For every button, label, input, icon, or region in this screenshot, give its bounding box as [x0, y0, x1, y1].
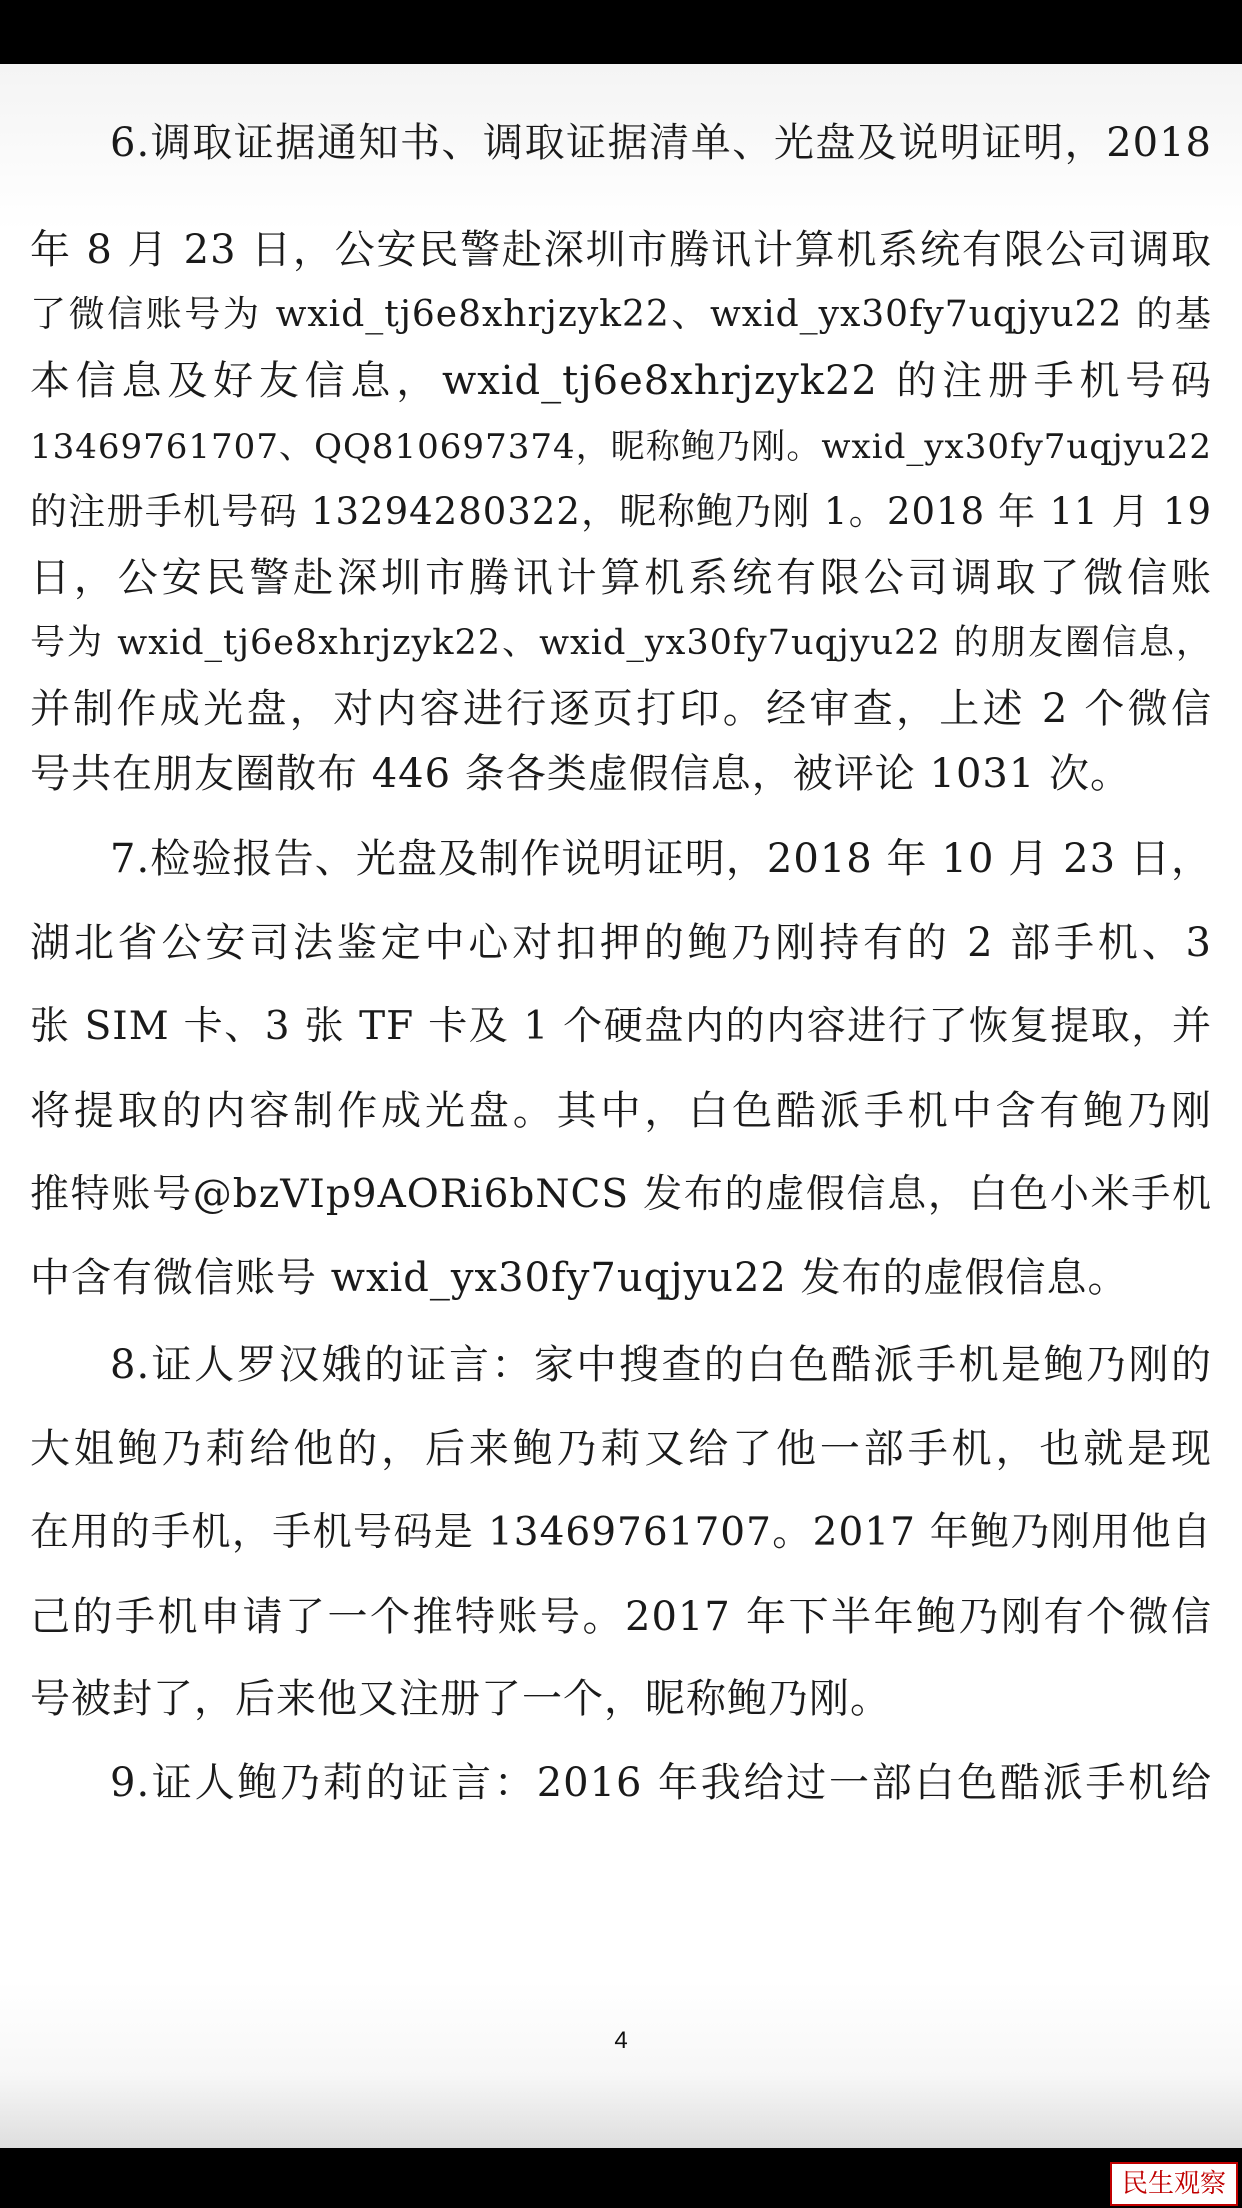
paragraph-8-line-2: 大姐鲍乃莉给他的，后来鲍乃莉又给了他一部手机，也就是现: [30, 1426, 1212, 1472]
paragraph-6-line-2: 年 8 月 23 日，公安民警赴深圳市腾讯计算机系统有限公司调取: [30, 227, 1212, 273]
paragraph-7-line-1: 7.检验报告、光盘及制作说明证明，2018 年 10 月 23 日，: [110, 836, 1212, 882]
paragraph-6-line-4: 本信息及好友信息，wxid_tj6e8xhrjzyk22 的注册手机号码: [30, 358, 1212, 404]
paragraph-8-line-4: 己的手机申请了一个推特账号。2017 年下半年鲍乃刚有个微信: [30, 1594, 1212, 1640]
page-number: 4: [614, 2027, 628, 2054]
paragraph-8-line-5: 号被封了，后来他又注册了一个，昵称鲍乃刚。: [30, 1676, 891, 1722]
paragraph-8-line-3: 在用的手机，手机号码是 13469761707。2017 年鲍乃刚用他自: [30, 1510, 1212, 1555]
page-bottom-shadow: [0, 2074, 1242, 2148]
bottom-black-bar: [0, 2148, 1242, 2208]
paragraph-9-line-1: 9.证人鲍乃莉的证言：2016 年我给过一部白色酷派手机给: [110, 1760, 1212, 1806]
paragraph-6-line-7: 日，公安民警赴深圳市腾讯计算机系统有限公司调取了微信账: [30, 555, 1212, 601]
paragraph-6-line-6: 的注册手机号码 13294280322，昵称鲍乃刚 1。2018 年 11 月 19: [30, 490, 1212, 533]
paragraph-6-line-5: 13469761707、QQ810697374，昵称鲍乃刚。wxid_yx30fy7uqjyu22: [30, 427, 1212, 467]
paragraph-8-line-1: 8.证人罗汉娥的证言：家中搜查的白色酷派手机是鲍乃刚的: [110, 1342, 1212, 1388]
paragraph-7-line-3: 张 SIM 卡、3 张 TF 卡及 1 个硬盘内的内容进行了恢复提取，并: [30, 1004, 1212, 1049]
paragraph-6-line-9: 并制作成光盘，对内容进行逐页打印。经审查，上述 2 个微信: [30, 686, 1212, 732]
document-page[interactable]: [0, 64, 1242, 2148]
watermark-label: 民生观察: [1110, 2162, 1238, 2206]
paragraph-7-line-2: 湖北省公安司法鉴定中心对扣押的鲍乃刚持有的 2 部手机、3: [30, 920, 1212, 966]
paragraph-7-line-4: 将提取的内容制作成光盘。其中，白色酷派手机中含有鲍乃刚: [30, 1088, 1212, 1134]
paragraph-6-line-8: 号为 wxid_tj6e8xhrjzyk22、wxid_yx30fy7uqjyu22 的朋友圈信息，: [30, 623, 1212, 663]
paragraph-7-line-5: 推特账号@bzVIp9AORi6bNCS 发布的虚假信息，白色小米手机: [30, 1172, 1212, 1217]
top-black-bar: [0, 0, 1242, 64]
paragraph-6-line-1: 6.调取证据通知书、调取证据清单、光盘及说明证明，2018: [110, 120, 1212, 166]
paragraph-6-line-10: 号共在朋友圈散布 446 条各类虚假信息，被评论 1031 次。: [30, 751, 1132, 797]
paragraph-6-line-3: 了微信账号为 wxid_tj6e8xhrjzyk22、wxid_yx30fy7uqjyu22 的基: [30, 294, 1212, 335]
paragraph-7-line-6: 中含有微信账号 wxid_yx30fy7uqjyu22 发布的虚假信息。: [30, 1255, 1129, 1301]
